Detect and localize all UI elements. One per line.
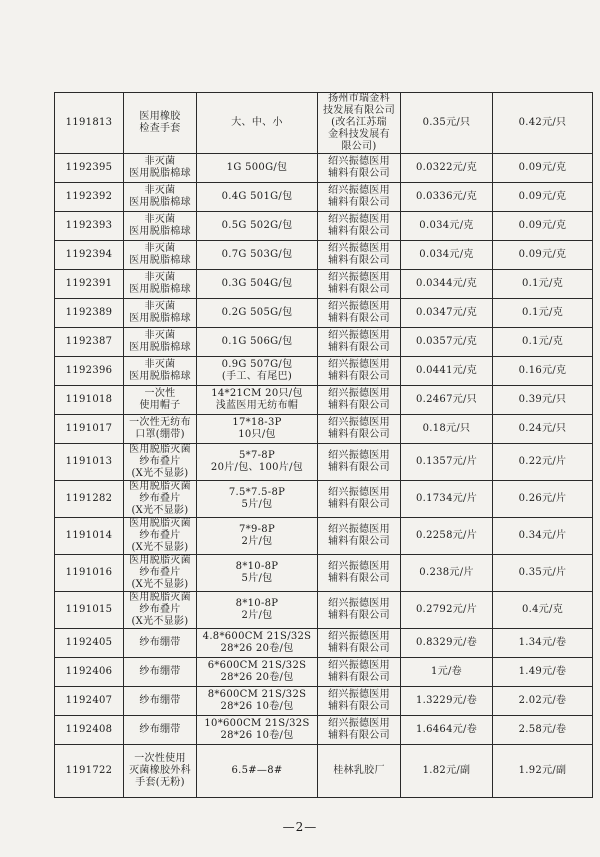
- product-code-cell: 1191014: [55, 518, 124, 555]
- manufacturer-cell-line: 金科技发展有: [328, 129, 390, 140]
- manufacturer-cell: [318, 270, 401, 299]
- retail-price-cell: 0.35元/片: [493, 555, 593, 592]
- product-name-cell: [124, 93, 197, 154]
- product-code-cell: 1192389: [55, 299, 124, 328]
- retail-price-cell: 1.92元/副: [493, 745, 593, 798]
- manufacturer-cell: [318, 93, 401, 154]
- manufacturer-cell-line: 辅料有限公司: [328, 610, 390, 621]
- manufacturer-cell-line: 辅料有限公司: [328, 197, 390, 208]
- manufacturer-cell: [318, 241, 401, 270]
- product-code-cell: 1192396: [55, 357, 124, 386]
- product-name-cell-line: 医用脱脂灭菌: [129, 555, 191, 566]
- manufacturer-cell-line: 辅料有限公司: [328, 730, 390, 741]
- specification-cell-line: 浅蓝医用无纺布帽: [215, 400, 299, 411]
- manufacturer-cell-line: 辅料有限公司: [328, 284, 390, 295]
- product-code-cell: 1192393: [55, 212, 124, 241]
- product-name-cell-line: 非灭菌: [144, 156, 176, 167]
- specification-cell: [197, 212, 318, 241]
- manufacturer-cell: [318, 357, 401, 386]
- specification-cell: [197, 687, 318, 716]
- retail-price-cell: 0.42元/只: [493, 93, 593, 154]
- manufacturer-cell-line: 辅料有限公司: [328, 701, 390, 712]
- product-code-cell: 1192395: [55, 154, 124, 183]
- product-name-cell-line: 医用脱脂棉球: [129, 255, 191, 266]
- specification-cell: [197, 518, 318, 555]
- product-name-cell-line: 一次性无纺布: [129, 417, 191, 428]
- specification-cell-line: 0.4G 501G/包: [221, 191, 293, 202]
- product-name-cell: [124, 481, 197, 518]
- specification-cell: [197, 183, 318, 212]
- manufacturer-cell-line: 辅料有限公司: [328, 573, 390, 584]
- price-table: [54, 92, 593, 798]
- purchase-price-cell: 0.0441元/克: [401, 357, 493, 386]
- product-name-cell-line: 非灭菌: [144, 330, 176, 341]
- specification-cell-line: 20片/包、100片/包: [210, 462, 304, 473]
- product-name-cell-line: 医用脱脂灭菌: [129, 444, 191, 455]
- purchase-price-cell: 0.2792元/片: [401, 592, 493, 629]
- manufacturer-cell-line: 绍兴振德医用: [328, 272, 390, 283]
- table-row: [55, 241, 593, 270]
- product-code-cell: 1191018: [55, 386, 124, 415]
- product-name-cell: [124, 328, 197, 357]
- table-row: [55, 299, 593, 328]
- product-code-cell: 1191013: [55, 444, 124, 481]
- product-name-cell-line: 医用脱脂灭菌: [129, 592, 191, 603]
- product-name-cell-line: 医用脱脂棉球: [129, 168, 191, 179]
- table-row: [55, 629, 593, 658]
- retail-price-cell: 0.09元/克: [493, 183, 593, 212]
- product-name-cell-line: 非灭菌: [144, 272, 176, 283]
- specification-cell-line: 6*600CM 21S/32S: [207, 660, 307, 671]
- product-code-cell: 1191017: [55, 415, 124, 444]
- purchase-price-cell: 0.2258元/片: [401, 518, 493, 555]
- purchase-price-cell: 1.82元/副: [401, 745, 493, 798]
- retail-price-cell: 0.22元/片: [493, 444, 593, 481]
- retail-price-cell: 0.24元/只: [493, 415, 593, 444]
- specification-cell-line: 8*10-8P: [235, 561, 279, 572]
- product-name-cell-line: 医用脱脂棉球: [129, 313, 191, 324]
- manufacturer-cell-line: 辅料有限公司: [328, 400, 390, 411]
- product-name-cell: [124, 716, 197, 745]
- specification-cell: [197, 357, 318, 386]
- manufacturer-cell: [318, 386, 401, 415]
- manufacturer-cell: [318, 328, 401, 357]
- manufacturer-cell: [318, 212, 401, 241]
- retail-price-cell: 0.09元/克: [493, 241, 593, 270]
- manufacturer-cell-line: 辅料有限公司: [328, 168, 390, 179]
- specification-cell: [197, 93, 318, 154]
- manufacturer-cell-line: 绍兴振德医用: [328, 243, 390, 254]
- manufacturer-cell-line: 绍兴振德医用: [328, 524, 390, 535]
- manufacturer-cell-line: 绍兴振德医用: [328, 359, 390, 370]
- retail-price-cell: 0.1元/克: [493, 270, 593, 299]
- manufacturer-cell-line: 绍兴振德医用: [328, 561, 390, 572]
- manufacturer-cell-line: 技发展有限公司: [322, 105, 396, 116]
- retail-price-cell: 1.49元/卷: [493, 658, 593, 687]
- manufacturer-cell: [318, 183, 401, 212]
- table-row: [55, 481, 593, 518]
- specification-cell: [197, 658, 318, 687]
- retail-price-cell: 0.1元/克: [493, 299, 593, 328]
- manufacturer-cell-line: 绍兴振德医用: [328, 301, 390, 312]
- table-row: [55, 658, 593, 687]
- product-name-cell-line: 纱布叠片: [139, 530, 181, 541]
- specification-cell: [197, 592, 318, 629]
- specification-cell-line: 8*600CM 21S/32S: [207, 689, 307, 700]
- purchase-price-cell: 1元/卷: [401, 658, 493, 687]
- product-name-cell-line: (X光不显影): [131, 468, 189, 479]
- table-row: [55, 555, 593, 592]
- manufacturer-cell-line: 绍兴振德医用: [328, 660, 390, 671]
- manufacturer-cell-line: 绍兴振德医用: [328, 450, 390, 461]
- specification-cell: [197, 415, 318, 444]
- product-name-cell: [124, 183, 197, 212]
- manufacturer-cell-line: 辅料有限公司: [328, 313, 390, 324]
- product-name-cell-line: 纱布叠片: [139, 567, 181, 578]
- table-row: [55, 716, 593, 745]
- purchase-price-cell: 0.034元/克: [401, 241, 493, 270]
- retail-price-cell: 2.02元/卷: [493, 687, 593, 716]
- manufacturer-cell-line: 扬州市瑞金科: [328, 93, 390, 104]
- table-row: [55, 444, 593, 481]
- manufacturer-cell-line: 辅料有限公司: [328, 499, 390, 510]
- product-name-cell: [124, 518, 197, 555]
- manufacturer-cell-line: 辅料有限公司: [328, 226, 390, 237]
- product-name-cell-line: 非灭菌: [144, 243, 176, 254]
- specification-cell: [197, 386, 318, 415]
- product-name-cell: [124, 592, 197, 629]
- product-name-cell-line: 手套(无粉): [135, 777, 185, 788]
- product-name-cell-line: 医用脱脂棉球: [129, 371, 191, 382]
- manufacturer-cell-line: 绍兴振德医用: [328, 185, 390, 196]
- specification-cell: [197, 444, 318, 481]
- specification-cell-line: 5片/包: [241, 499, 273, 510]
- product-name-cell-line: 纱布绷带: [139, 724, 181, 735]
- product-code-cell: 1191722: [55, 745, 124, 798]
- product-name-cell: [124, 745, 197, 798]
- product-name-cell: [124, 299, 197, 328]
- specification-cell-line: 17*18-3P: [232, 417, 282, 428]
- product-code-cell: 1192408: [55, 716, 124, 745]
- product-code-cell: 1191282: [55, 481, 124, 518]
- product-name-cell-line: 纱布叠片: [139, 456, 181, 467]
- specification-cell-line: 28*26 20卷/包: [220, 643, 294, 654]
- purchase-price-cell: 0.0344元/克: [401, 270, 493, 299]
- specification-cell: [197, 481, 318, 518]
- purchase-price-cell: 1.6464元/卷: [401, 716, 493, 745]
- retail-price-cell: 0.39元/只: [493, 386, 593, 415]
- specification-cell-line: 6.5#—8#: [231, 765, 283, 776]
- manufacturer-cell-line: 桂林乳胶厂: [333, 765, 385, 776]
- product-name-cell-line: 纱布绷带: [139, 637, 181, 648]
- manufacturer-cell-line: 辅料有限公司: [328, 342, 390, 353]
- specification-cell-line: 7*9-8P: [239, 524, 275, 535]
- product-name-cell-line: 纱布叠片: [139, 604, 181, 615]
- table-row: [55, 415, 593, 444]
- product-name-cell-line: 口罩(绷带): [135, 429, 185, 440]
- purchase-price-cell: 0.0347元/克: [401, 299, 493, 328]
- page-number: —2—: [282, 820, 318, 834]
- product-name-cell: [124, 241, 197, 270]
- manufacturer-cell: [318, 154, 401, 183]
- purchase-price-cell: 0.18元/只: [401, 415, 493, 444]
- manufacturer-cell-line: 辅料有限公司: [328, 462, 390, 473]
- purchase-price-cell: 0.0357元/克: [401, 328, 493, 357]
- specification-cell-line: 28*26 10卷/包: [220, 730, 294, 741]
- manufacturer-cell-line: 辅料有限公司: [328, 255, 390, 266]
- purchase-price-cell: 0.35元/只: [401, 93, 493, 154]
- product-name-cell-line: 医用脱脂灭菌: [129, 518, 191, 529]
- manufacturer-cell-line: 绍兴振德医用: [328, 417, 390, 428]
- retail-price-cell: 0.34元/片: [493, 518, 593, 555]
- table-row: [55, 154, 593, 183]
- product-name-cell: [124, 658, 197, 687]
- product-name-cell: [124, 386, 197, 415]
- manufacturer-cell: [318, 415, 401, 444]
- product-name-cell-line: (X光不显影): [131, 505, 189, 516]
- retail-price-cell: 0.09元/克: [493, 154, 593, 183]
- specification-cell-line: 0.2G 505G/包: [221, 307, 293, 318]
- purchase-price-cell: 0.238元/片: [401, 555, 493, 592]
- specification-cell-line: 4.8*600CM 21S/32S: [202, 631, 312, 642]
- specification-cell: [197, 328, 318, 357]
- product-name-cell: [124, 444, 197, 481]
- manufacturer-cell-line: 限公司): [341, 141, 377, 152]
- specification-cell-line: 0.3G 504G/包: [221, 278, 293, 289]
- purchase-price-cell: 0.2467元/只: [401, 386, 493, 415]
- manufacturer-cell: [318, 658, 401, 687]
- specification-cell-line: 2片/包: [241, 536, 273, 547]
- table-row: [55, 687, 593, 716]
- product-name-cell: [124, 212, 197, 241]
- specification-cell-line: 7.5*7.5-8P: [228, 487, 286, 498]
- product-code-cell: 1191015: [55, 592, 124, 629]
- product-name-cell-line: 纱布叠片: [139, 493, 181, 504]
- manufacturer-cell-line: (改名江苏瑞: [331, 117, 387, 128]
- specification-cell-line: 1G 500G/包: [226, 162, 288, 173]
- product-name-cell-line: (X光不显影): [131, 579, 189, 590]
- specification-cell: [197, 299, 318, 328]
- specification-cell-line: 0.7G 503G/包: [221, 249, 293, 260]
- manufacturer-cell: [318, 687, 401, 716]
- specification-cell-line: 0.1G 506G/包: [221, 336, 293, 347]
- table-row: [55, 518, 593, 555]
- purchase-price-cell: 0.1734元/片: [401, 481, 493, 518]
- product-name-cell: [124, 555, 197, 592]
- retail-price-cell: 0.16元/克: [493, 357, 593, 386]
- manufacturer-cell-line: 辅料有限公司: [328, 643, 390, 654]
- manufacturer-cell-line: 绍兴振德医用: [328, 631, 390, 642]
- manufacturer-cell-line: 辅料有限公司: [328, 536, 390, 547]
- specification-cell-line: 5*7-8P: [239, 450, 275, 461]
- specification-cell-line: 5片/包: [241, 573, 273, 584]
- manufacturer-cell-line: 绍兴振德医用: [328, 330, 390, 341]
- product-code-cell: 1192405: [55, 629, 124, 658]
- product-name-cell-line: (X光不显影): [131, 542, 189, 553]
- manufacturer-cell: [318, 299, 401, 328]
- manufacturer-cell: [318, 518, 401, 555]
- table-row: [55, 212, 593, 241]
- product-name-cell-line: 纱布绷带: [139, 666, 181, 677]
- table-row: [55, 592, 593, 629]
- table-row: [55, 745, 593, 798]
- manufacturer-cell: [318, 745, 401, 798]
- manufacturer-cell-line: 辅料有限公司: [328, 672, 390, 683]
- retail-price-cell: 0.4元/克: [493, 592, 593, 629]
- product-code-cell: 1192391: [55, 270, 124, 299]
- product-code-cell: 1192406: [55, 658, 124, 687]
- specification-cell: [197, 270, 318, 299]
- manufacturer-cell-line: 辅料有限公司: [328, 371, 390, 382]
- price-table-body: [55, 93, 593, 798]
- specification-cell-line: 8*10-8P: [235, 598, 279, 609]
- product-name-cell-line: 医用脱脂棉球: [129, 197, 191, 208]
- retail-price-cell: 0.1元/克: [493, 328, 593, 357]
- manufacturer-cell: [318, 592, 401, 629]
- manufacturer-cell-line: 绍兴振德医用: [328, 689, 390, 700]
- product-name-cell-line: 使用帽子: [139, 400, 181, 411]
- product-name-cell-line: 非灭菌: [144, 185, 176, 196]
- specification-cell-line: 14*21CM 20只/包: [211, 388, 303, 399]
- specification-cell: [197, 745, 318, 798]
- specification-cell-line: 2片/包: [241, 610, 273, 621]
- table-row: [55, 93, 593, 154]
- specification-cell: [197, 716, 318, 745]
- product-name-cell: [124, 687, 197, 716]
- manufacturer-cell: [318, 716, 401, 745]
- purchase-price-cell: 0.034元/克: [401, 212, 493, 241]
- product-name-cell-line: 医用脱脂棉球: [129, 226, 191, 237]
- manufacturer-cell-line: 绍兴振德医用: [328, 388, 390, 399]
- manufacturer-cell-line: 绍兴振德医用: [328, 598, 390, 609]
- specification-cell-line: 大、中、小: [231, 117, 283, 128]
- product-name-cell-line: 非灭菌: [144, 214, 176, 225]
- specification-cell: [197, 241, 318, 270]
- manufacturer-cell-line: 绍兴振德医用: [328, 718, 390, 729]
- purchase-price-cell: 1.3229元/卷: [401, 687, 493, 716]
- retail-price-cell: 1.34元/卷: [493, 629, 593, 658]
- product-name-cell: [124, 270, 197, 299]
- specification-cell-line: 28*26 20卷/包: [220, 672, 294, 683]
- retail-price-cell: 0.26元/片: [493, 481, 593, 518]
- manufacturer-cell: [318, 629, 401, 658]
- product-name-cell-line: 一次性使用: [134, 753, 186, 764]
- product-name-cell-line: 灭菌橡胶外科: [129, 765, 191, 776]
- retail-price-cell: 0.09元/克: [493, 212, 593, 241]
- manufacturer-cell-line: 绍兴振德医用: [328, 156, 390, 167]
- specification-cell: [197, 629, 318, 658]
- table-row: [55, 386, 593, 415]
- product-name-cell: [124, 154, 197, 183]
- manufacturer-cell-line: 绍兴振德医用: [328, 487, 390, 498]
- specification-cell-line: 10*600CM 21S/32S: [204, 718, 310, 729]
- manufacturer-cell: [318, 481, 401, 518]
- specification-cell-line: 10只/包: [238, 429, 276, 440]
- manufacturer-cell-line: 绍兴振德医用: [328, 214, 390, 225]
- manufacturer-cell: [318, 555, 401, 592]
- specification-cell-line: 28*26 10卷/包: [220, 701, 294, 712]
- purchase-price-cell: 0.1357元/片: [401, 444, 493, 481]
- product-code-cell: 1191016: [55, 555, 124, 592]
- table-row: [55, 357, 593, 386]
- product-code-cell: 1192394: [55, 241, 124, 270]
- product-name-cell: [124, 415, 197, 444]
- product-name-cell-line: 检查手套: [139, 123, 181, 134]
- product-name-cell-line: (X光不显影): [131, 616, 189, 627]
- product-name-cell-line: 医用脱脂棉球: [129, 284, 191, 295]
- manufacturer-cell: [318, 444, 401, 481]
- product-name-cell-line: 纱布绷带: [139, 695, 181, 706]
- product-code-cell: 1192407: [55, 687, 124, 716]
- product-name-cell-line: 医用脱脂灭菌: [129, 481, 191, 492]
- specification-cell-line: 0.5G 502G/包: [221, 220, 293, 231]
- purchase-price-cell: 0.0322元/克: [401, 154, 493, 183]
- specification-cell: [197, 555, 318, 592]
- product-name-cell-line: 非灭菌: [144, 301, 176, 312]
- specification-cell: [197, 154, 318, 183]
- product-name-cell-line: 非灭菌: [144, 359, 176, 370]
- product-code-cell: 1192387: [55, 328, 124, 357]
- retail-price-cell: 2.58元/卷: [493, 716, 593, 745]
- product-name-cell-line: 医用橡胶: [139, 111, 181, 122]
- product-code-cell: 1192392: [55, 183, 124, 212]
- product-code-cell: 1191813: [55, 93, 124, 154]
- specification-cell-line: (手工、有尾巴): [221, 371, 293, 382]
- product-name-cell: [124, 357, 197, 386]
- purchase-price-cell: 0.8329元/卷: [401, 629, 493, 658]
- table-row: [55, 183, 593, 212]
- product-name-cell-line: 医用脱脂棉球: [129, 342, 191, 353]
- specification-cell-line: 0.9G 507G/包: [221, 359, 293, 370]
- table-row: [55, 270, 593, 299]
- purchase-price-cell: 0.0336元/克: [401, 183, 493, 212]
- table-row: [55, 328, 593, 357]
- product-name-cell: [124, 629, 197, 658]
- manufacturer-cell-line: 辅料有限公司: [328, 429, 390, 440]
- product-name-cell-line: 一次性: [144, 388, 176, 399]
